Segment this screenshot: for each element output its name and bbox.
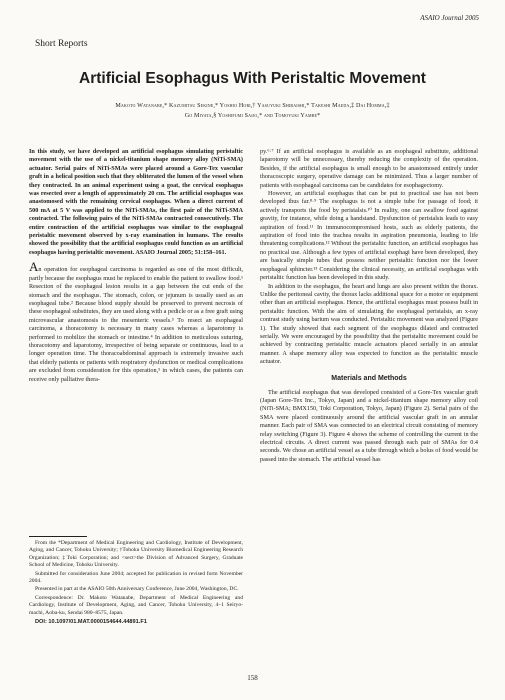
footnote-correspondence: Correspondence: Dr. Makoto Watanabe, Department of Medical Engineering and Cardiology, Institute of Development, Aging, and Cancer, Tohoku University, 4–1 Seiryo-machi, Aoba-ku, Sendai 980–8575, Japan.	[29, 594, 243, 616]
footnotes	[29, 540, 243, 626]
footnote-presented: Presented in part at the ASAIO 50th Anniversary Conference, June 2004, Washington, DC.	[35, 586, 239, 593]
doi: DOI: 10.1097/01.MAT.0000154644.44891.F1	[35, 619, 147, 626]
abstract: In this study, we have developed an artificial esophagus simulating peristaltic movement with the use of a nickel-titanium shape memory alloy (NiTi-SMA) actuator. Serial pairs of NiTi-SMAs were placed around a Gore-Tex vascular graft in a helical position such that they obliterated the lumen of the vessel when they contracted. In an animal experiment using a goat, the cervical esophagus was resected over a length of approximately 20 cm. The artificial esophagus was anastomosed with the remaining cervical esophagus. When a direct current of 500 mA at 5 V was applied to the NiTi-SMAs, the first pair of the NiTi-SMA contracted. The following pairs of the NiTi-SMAs contracted consecutively. The entire contraction of the artificial esophagus was similar to the esophageal peristaltic movement observed by x-ray examination in humans. The results showed the possibility that the artificial esophagus could function as an artificial esophagus having peristaltic movement. ASAIO Journal 2005; 51:158–161.	[29, 148, 243, 256]
footnote-divider	[29, 536, 87, 537]
left-column	[29, 148, 243, 384]
authors-line-2: Go Miyata,§ Yoshifumi Saijo,* and Tomoyuki Yambe*	[184, 112, 321, 119]
section-label: Short Reports	[35, 39, 88, 49]
footnote-submitted: Submitted for consideration June 2004; accepted for publication in revised form November 2004.	[29, 570, 243, 585]
page-number: 158	[247, 674, 258, 682]
article-title: Artificial Esophagus With Peristaltic Movement	[79, 70, 426, 87]
journal-name: ASAIO Journal 2005	[420, 14, 479, 22]
intro-text: n operation for esophageal carcinoma is regarded as one of the most difficult, partly because the esophagus must be replaced to enable the patient to swallow food.¹ Resection of the esophageal lesion results in a gap between the cut ends of the stomach and the esophagus. The stomach, colon, or jejunum is usually used as an esophageal tube.² Because blood supply should be preserved to prevent necrosis of these esophageal substitutes, they are used along with a pedicle or as a free graft using microvascular anastomosis to the mesenteric vessels.³ To resect an esophageal carcinoma, a thoracotomy is necessary in many cases whereas a laparotomy is performed to mobilize the stomach or intestine.⁴ In addition to meticulous suturing, thoracotomy and laparotomy, irrespective of being separate or continuous, lead to a longer operation time. The thoracoabdominal approach is extremely invasive such that elderly patients or patients with respiratory dysfunction or medical complications are excluded from consideration for this operation,⁵ in which cases, the patients can receive only palliative thera-	[29, 266, 243, 383]
authors-line-1: Makoto Watanabe,* Kazumitsu Sekine,* Yoshio Hori,† Yasuyuki Shiraishi,* Takeshi Maeda,‡ Dai Homma,‡	[115, 103, 390, 109]
right-paragraph-2: However, an artificial esophagus that can be put to practical use has not been developed thus far.⁸·⁹ The esophagus is not a simple tube for passage of food; it actively transports the food by peristalsis.¹⁰ In reality, one can swallow food against gravity, for instance, while doing a handstand. Dysfunction of peristalsis leads to easy aspiration of food.¹¹ In immunocompromised hosts, such as elderly patients, the aspiration of food into the trachea results in aspiration pneumonia, leading to life threatening complications.¹² Without the peristaltic function, an artificial esophagus has no practical use. Although a few types of artificial esophagi have been developed, they are basically simple tubes that possess neither peristaltic function nor the lower esophageal sphincter.¹³ Considering the clinical necessity, an artificial esophagus with peristaltic function has been developed in this study.	[260, 190, 478, 282]
drop-cap: A	[29, 259, 39, 275]
right-column	[260, 148, 478, 464]
methods-heading: Materials and Methods	[331, 374, 407, 382]
author-list	[60, 102, 445, 121]
methods-paragraph: The artificial esophagus that was developed consisted of a Gore-Tex vascular graft (Japan Gore-Tex Inc., Tokyo, Japan) and a nickel-titanium shape memory alloy coil (NiTi-SMA; BMX150, Toki Corporation, Tokyo, Japan) (Figure 2). Serial pairs of the SMA were placed continuously around the artificial vascular graft in an annular manner. Each pair of SMA was connected to an electrical circuit consisting of memory relay switching (Figure 3). Figure 4 shows the scheme of controlling the current in the electrical circuits. A direct current was passed through each pair of SMAs for 0.4 seconds. We chose an artificial vessel as a tube through which a bolus of food would be passed into the stomach. The artificial vessel has	[260, 388, 478, 463]
intro-paragraph	[29, 259, 243, 384]
right-paragraph-3: In addition to the esophagus, the heart and lungs are also present within the thorax. Unlike the peritoneal cavity, the thorax lacks additional space for a motor or equipment other than an artificial esophagus. Hence, the artificial esophagus must possess built in peristaltic function. With the aim of simulating the esophageal peristalsis, an x-ray contrast study using barium was conducted. Peristaltic movement was analyzed (Figure 1). The study showed that each segment of the esophagus dilated and contracted serially. We were encouraged by the possibility that the peristaltic movement could be achieved by contracting peristaltic muscle actuators placed serially in an annular manner. A shape memory alloy was expected to function as the peristaltic muscle actuator.	[260, 282, 478, 366]
footnote-affiliations: From the *Department of Medical Engineering and Cardiology, Institute of Development, Aging, and Cancer, Tohoku University; †Tohoku University Biomedical Engineering Research Organization; ‡Toki Corporation; and <sect>the Division of Advanced Surgery, Graduate School of Medicine, Tohoku University.	[29, 540, 243, 569]
right-paragraph-1: py.⁶·⁷ If an artificial esophagus is available as an esophageal substitute, additional laparotomy will be unnecessary, thereby reducing the complexity of the operation. Besides, if the artificial esophagus is small enough to be anastomosed entirely under thoracoscopic surgery, operative damage can be minimized. Thus a larger number of patients with esophageal carcinoma can be candidates for esophagectomy.	[260, 148, 478, 189]
